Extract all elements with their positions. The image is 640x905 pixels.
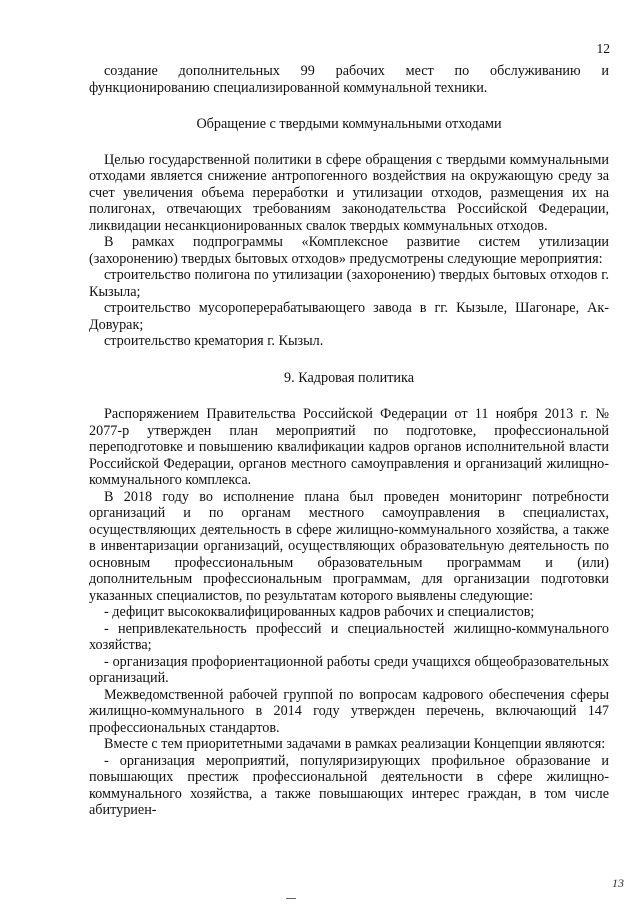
spacer: [89, 133, 609, 152]
personnel-list-item: - непривлекательность профессий и специальностей жилищно-коммунального хозяйства;: [89, 620, 609, 653]
personnel-list-item: - организация мероприятий, популяризирующих профильное образование и повышающих престиж профессиональной деятельности в сфере жилищно-коммунального хозяйства, а также повышающих интерес граждан, в том числе абитуриен-: [89, 752, 609, 818]
personnel-paragraph: В 2018 году во исполнение плана был проведен мониторинг потребности организаций и по органам местного самоуправления в специалистах, осуществляющих деятельность в сфере жилищно-коммунального хозяйства, а также в инвентаризации организаций, осуществляющих образовательную деятельность по основным профессиональным образовательным программам и (или) дополнительным профессиональным программам, для организации подготовки указанных специалистов, по результатам которого выявлены следующие:: [89, 488, 609, 604]
spacer: [89, 386, 609, 406]
intro-paragraph: создание дополнительных 99 рабочих мест по обслуживанию и функционированию специализированной коммунальной техники.: [89, 63, 609, 96]
waste-list-item: строительство полигона по утилизации (захоронению) твердых бытовых отходов г. Кызыла;: [89, 267, 609, 300]
waste-list-item: строительство мусороперерабатывающего завода в гг. Кызыле, Шагонаре, Ак-Довурак;: [89, 300, 609, 333]
spacer: [89, 96, 609, 116]
page-number: 12: [596, 41, 610, 56]
personnel-list-item: - дефицит высококвалифицированных кадров рабочих и специалистов;: [104, 604, 535, 620]
personnel-list-item: - организация профориентационной работы среди учащихся общеобразовательных организаций.: [89, 653, 609, 686]
handwritten-page-mark: 13: [612, 876, 624, 890]
waste-paragraph: Целью государственной политики в сфере обращения с твердыми коммунальными отходами является снижение антропогенного воздействия на окружающую среду за счет увеличения объема переработки и утилизации отходов, размещения их на полигонах, отвечающих требованиям законодательства Российской Федерации, ликвидации несанкционированных свалок твердых коммунальных отходов.: [89, 151, 609, 234]
personnel-paragraph: Вместе с тем приоритетными задачами в рамках реализации Концепции являются:: [104, 736, 606, 752]
spacer: [89, 350, 609, 370]
section-heading-personnel: 9. Кадровая политика: [284, 369, 414, 386]
waste-paragraph: В рамках подпрограммы «Комплексное развитие систем утилизации (захоронению) твердых бытовых отходов» предусмотрены следующие мероприятия:: [89, 234, 609, 267]
footer-dash: [286, 898, 296, 899]
waste-list-item: строительство крематория г. Кызыл.: [104, 333, 324, 349]
page-content: [89, 63, 609, 819]
personnel-paragraph: Межведомственной рабочей группой по вопросам кадрового обеспечения сферы жилищно-коммунального в 2014 году утвержден перечень, включающий 147 профессиональных стандартов.: [89, 686, 609, 736]
section-heading-waste: Обращение с твердыми коммунальными отходами: [196, 116, 502, 132]
personnel-paragraph: Распоряжением Правительства Российской Федерации от 11 ноября 2013 г. № 2077-р утвержден план мероприятий по подготовке, профессиональной переподготовке и повышению квалификации кадров органов исполнительной власти Российской Федерации, органов местного самоуправления и организаций жилищно-коммунального комплекса.: [89, 406, 609, 488]
